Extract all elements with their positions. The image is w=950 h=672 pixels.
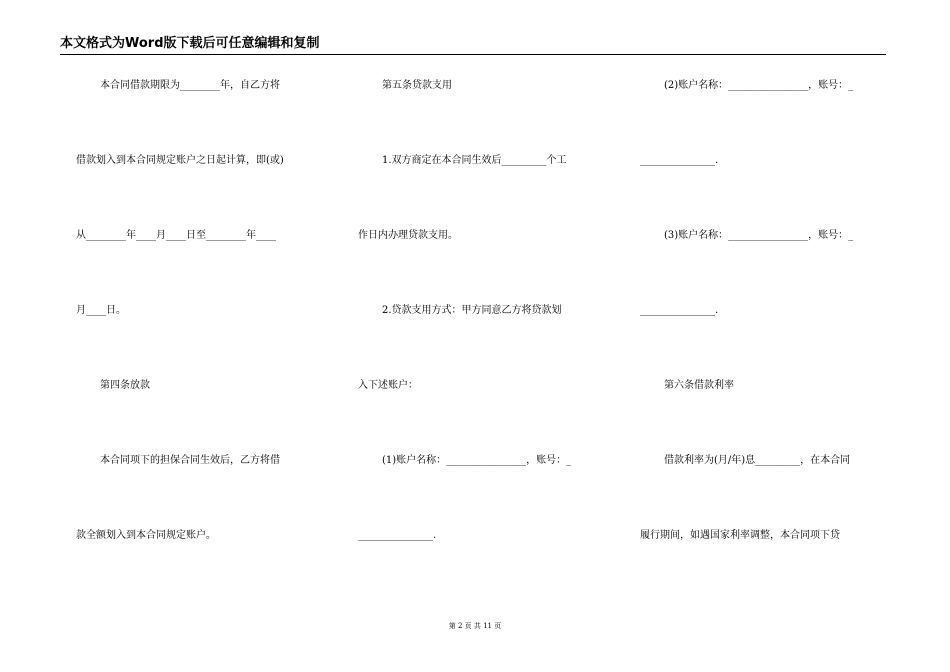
text-line: 借款划入到本合同规定账户之日起计算，即(或) (76, 155, 284, 166)
page-number: 第 2 页 共 11 页 (448, 622, 502, 630)
section-heading: 第四条放款 (100, 380, 150, 391)
text-line: 本合同项下的担保合同生效后，乙方将借 (100, 455, 280, 466)
text-line: 1.双方商定在本合同生效后_________个工 (382, 155, 567, 166)
text-line: 履行期间，如遇国家利率调整，本合同项下贷 (640, 530, 840, 541)
text-line: (1)账户名称：________________，账号：_ (382, 455, 572, 466)
text-line: 借款利率为(月/年)息_________，在本合同 (664, 455, 851, 466)
header-title: 本文格式为Word版下载后可任意编辑和复制 (60, 36, 320, 51)
text-line: _______________. (640, 305, 719, 316)
text-line: 作日内办理贷款支用。 (358, 230, 458, 241)
section-heading: 第五条贷款支用 (382, 80, 452, 91)
text-column-3 (640, 74, 890, 599)
text-line: _______________. (358, 530, 437, 541)
text-line: 本合同借款期限为________年，自乙方将 (100, 80, 280, 91)
text-column-2 (358, 74, 608, 599)
text-line: 从________年____月____日至________年____ (76, 230, 276, 241)
text-line: 入下述账户： (358, 380, 418, 391)
text-line: 2.贷款支用方式：甲方同意乙方将贷款划 (382, 305, 562, 316)
section-heading: 第六条借款利率 (664, 380, 734, 391)
text-column-1 (76, 74, 326, 599)
text-line: 款全额划入到本合同规定账户。 (76, 530, 216, 541)
text-line: 月____日。 (76, 305, 126, 316)
text-line: _______________. (640, 155, 719, 166)
text-line: (3)账户名称：________________，账号：_ (664, 230, 854, 241)
page-header (60, 36, 886, 55)
text-line: (2)账户名称：________________，账号：_ (664, 80, 854, 91)
